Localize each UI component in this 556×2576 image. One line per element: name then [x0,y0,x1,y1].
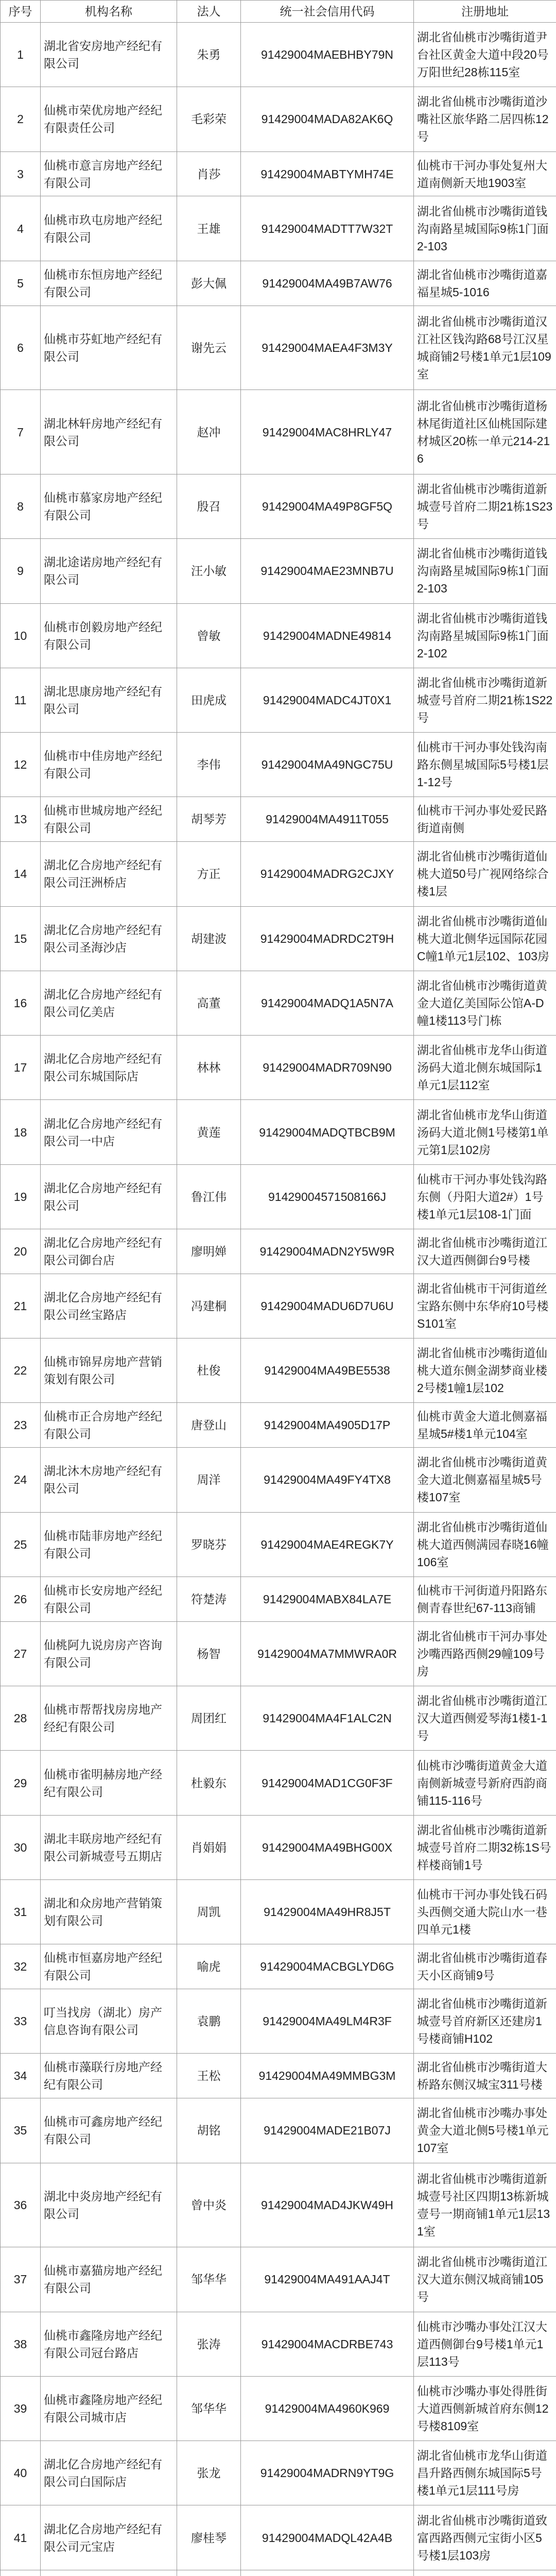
cell-address: 湖北省仙桃市沙嘴街道新城壹号社区四期13栋新城壹号一期商铺1单元1层131室 [414,2163,556,2247]
cell-org-name: 湖北林轩房地产经纪有限公司 [41,390,177,474]
cell-legal-rep: 周团红 [177,1686,241,1751]
cell-org-name: 仙桃市世城房地产经纪有限公司 [41,797,177,842]
cell-credit-code: 91429004MA49P8GF5Q [241,474,414,538]
cell-legal-rep: 朱勇 [177,23,241,87]
cell-credit-code: 91429004MADQ1A5N7A [241,971,414,1035]
cell-address: 湖北省仙桃市沙嘴街道江汉大道西侧爱琴海1楼1-1号 [414,1686,556,1751]
cell-legal-rep: 杨智 [177,1621,241,1686]
cell-index: 13 [1,797,41,842]
cell-address: 湖北省仙桃市龙华山街道昌升路西侧东城国际5号楼1单元1层111号房 [414,2441,556,2505]
cell-index: 32 [1,1944,41,1989]
cell-org-name: 湖北省安房地产经纪有限公司 [41,23,177,87]
cell-org-name: 仙桃市鑫隆房地产经纪有限公司冠台路店 [41,2312,177,2376]
header-index: 序号 [1,1,41,23]
cell-address: 湖北省仙桃市沙嘴街道仙桃大道东侧金湖梦商业楼2号楼1幢1层102 [414,1338,556,1403]
table-row [1,1036,556,1100]
cell-legal-rep: 杜俊 [177,1338,241,1403]
table-row [1,1274,556,1338]
cell-legal-rep: 胡琴芳 [177,797,241,842]
cell-address: 仙桃市干河街道丹阳路东侧青春世纪67-113商铺 [414,1577,556,1621]
cell-index: 22 [1,1338,41,1403]
cell-address: 仙桃市干河办事处钱沟南路东侧星城国际5号楼1层1-12号 [414,733,556,797]
table-row [1,906,556,971]
cell-legal-rep: 王雄 [177,196,241,261]
cell-credit-code: 91429004MA49BE5538 [241,1338,414,1403]
cell-index: 9 [1,539,41,603]
cell-legal-rep: 胡建波 [177,906,241,971]
cell-org-name: 仙桃市中佳房地产经纪有限公司 [41,733,177,797]
cell-credit-code: 91429004MA49HR8J5T [241,1879,414,1944]
cell-credit-code: 91429004MACBGLYD6G [241,1944,414,1989]
cell-legal-rep: 冯建桐 [177,1274,241,1338]
table-row [1,196,556,261]
cell-legal-rep: 邹华华 [177,2247,241,2312]
table-row [1,1621,556,1686]
cell-index: 25 [1,1512,41,1577]
cell-index: 15 [1,906,41,971]
cell-legal-rep: 罗晓芬 [177,1512,241,1577]
cell-org-name: 仙桃市荣优房地产经纪有限责任公司 [41,87,177,151]
cell-credit-code: 91429004MAC8HRLY47 [241,390,414,474]
cell-legal-rep: 廖桂琴 [177,2505,241,2570]
cell-index: 18 [1,1100,41,1164]
cell-legal-rep: 林林 [177,1036,241,1100]
cell-legal-rep: 曾中炎 [177,2163,241,2247]
cell-index [1,2570,41,2576]
cell-legal-rep: 周洋 [177,1448,241,1512]
cell-address: 湖北省仙桃市龙华山街道汤码大道北侧东城国际1单元1层112室 [414,1036,556,1100]
cell-address: 湖北省仙桃市龙华山街道汤码大道北侧1号楼第1单元第1层102房 [414,1100,556,1164]
cell-legal-rep: 高董 [177,971,241,1035]
cell-org-name: 湖北中炎房地产经纪有限公司 [41,2163,177,2247]
cell-address: 仙桃市沙嘴办事处得胜街大道西侧新城首府东侧12号楼8109室 [414,2376,556,2441]
cell-index: 7 [1,390,41,474]
cell-org-name: 仙桃市意言房地产经纪有限公司 [41,151,177,196]
table-row [1,797,556,842]
cell-legal-rep: 袁鹏 [177,1989,241,2054]
cell-index: 27 [1,1621,41,1686]
cell-address: 湖北省仙桃市沙嘴街道江汉大道东侧汉城商铺105号 [414,2247,556,2312]
table-row [1,971,556,1035]
cell-index: 28 [1,1686,41,1751]
cell-address: 湖北省仙桃市干河办事处沙嘴西路西侧29幢109号房 [414,1621,556,1686]
cell-credit-code: 91429004MABTYMH74E [241,151,414,196]
cell-index: 30 [1,1815,41,1879]
table-row [1,1338,556,1403]
cell-org-name: 仙桃市嘉猫房地产经纪有限公司 [41,2247,177,2312]
cell-credit-code: 91429004MA491AAJ4T [241,2247,414,2312]
cell-org-name: 湖北亿合房地产经纪有限公司东城国际店 [41,1036,177,1100]
table-row [1,733,556,797]
cell-credit-code: 91429004MABX84LA7E [241,1577,414,1621]
cell-credit-code: 91429004MADR709N90 [241,1036,414,1100]
cell-address: 湖北省仙桃市沙嘴街道致富西路西侧元宝街小区5号楼1层103房 [414,2505,556,2570]
cell-legal-rep: 邹华华 [177,2376,241,2441]
cell-credit-code: 91429004MA4911T055 [241,797,414,842]
cell-legal-rep: 张龙 [177,2441,241,2505]
cell-org-name: 湖北亿合房地产经纪有限公司圣海沙店 [41,906,177,971]
cell-credit-code: 91429004MA7MMWRA0R [241,1621,414,1686]
cell-org-name: 仙桃市创毅房地产经纪有限公司 [41,603,177,668]
cell-org-name: 仙桃市恒嘉房地产经纪有限公司 [41,1944,177,1989]
cell-index: 2 [1,87,41,151]
cell-index: 4 [1,196,41,261]
cell-legal-rep: 肖莎 [177,151,241,196]
table-row [1,2570,556,2576]
table-row [1,474,556,538]
cell-credit-code: 91429004MA49BHG00X [241,1815,414,1879]
header-legal-rep: 法人 [177,1,241,23]
cell-org-name: 仙桃市正合房地产经纪有限公司 [41,1403,177,1448]
cell-legal-rep: 唐登山 [177,1403,241,1448]
cell-legal-rep: 曾敏 [177,603,241,668]
cell-org-name: 湖北沐木房地产经纪有限公司 [41,1448,177,1512]
cell-credit-code: 91429004MADRDC2T9H [241,906,414,971]
cell-index: 3 [1,151,41,196]
cell-index: 1 [1,23,41,87]
cell-legal-rep: 廖明婵 [177,1229,241,1274]
cell-org-name: 仙桃市锦昇房地产营销策划有限公司 [41,1338,177,1403]
cell-address: 湖北省仙桃市沙嘴街道钱沟南路星城国际9栋1门面2-103 [414,196,556,261]
cell-index: 36 [1,2163,41,2247]
cell-index: 35 [1,2098,41,2163]
cell-address: 湖北省仙桃市沙嘴街道钱沟南路星城国际9栋1门面2-103 [414,539,556,603]
cell-org-name: 湖北亿合房地产经纪有限公司一中店 [41,1100,177,1164]
cell-address: 湖北省仙桃市沙嘴街道仙桃大道西侧满园春晓16幢106室 [414,1512,556,1577]
cell-index: 37 [1,2247,41,2312]
cell-address [414,2570,556,2576]
table-row [1,306,556,390]
cell-org-name: 湖北亿合房地产经纪有限公司汪洲桥店 [41,842,177,906]
cell-org-name: 湖北亿合房地产经纪有限公司御台店 [41,1229,177,1274]
cell-credit-code: 91429004MAEA4F3M3Y [241,306,414,390]
cell-legal-rep: 李伟 [177,733,241,797]
table-row [1,261,556,306]
cell-address: 仙桃市黄金大道北侧嘉福星城5#楼1单元104室 [414,1403,556,1448]
table-row [1,1751,556,1815]
cell-org-name: 仙桃市长安房地产经纪有限公司 [41,1577,177,1621]
cell-address: 湖北省仙桃市沙嘴街道新城壹号首府二期32栋1S号样楼商铺1号 [414,1815,556,1879]
table-row [1,87,556,151]
cell-org-name: 湖北和众房地产营销策划有限公司 [41,1879,177,1944]
cell-index: 19 [1,1164,41,1229]
cell-org-name: 湖北亿合房地产经纪有限公司丝宝路店 [41,1274,177,1338]
cell-credit-code: 91429004MADRG2CJXY [241,842,414,906]
cell-org-name: 仙桃市慕家房地产经纪有限公司 [41,474,177,538]
cell-org-name: 湖北途诺房地产经纪有限公司 [41,539,177,603]
cell-index: 16 [1,971,41,1035]
cell-index: 38 [1,2312,41,2376]
cell-legal-rep: 王松 [177,2054,241,2098]
table-row [1,1448,556,1512]
cell-org-name: 仙桃市陆菲房地产经纪有限公司 [41,1512,177,1577]
cell-org-name: 仙桃市帮帮找房房地产经纪有限公司 [41,1686,177,1751]
table-row [1,23,556,87]
header-address: 注册地址 [414,1,556,23]
cell-address: 仙桃市干河办事处钱沟路东侧（丹阳大道2#）1号楼1单元1层108-1门面 [414,1164,556,1229]
cell-credit-code: 91429004MA49FY4TX8 [241,1448,414,1512]
cell-org-name: 仙桃市芬虹地产经纪有限公司 [41,306,177,390]
cell-credit-code [241,2570,414,2576]
cell-credit-code: 91429004MA49NGC75U [241,733,414,797]
cell-legal-rep: 鲁江伟 [177,1164,241,1229]
header-credit-code: 统一社会信用代码 [241,1,414,23]
cell-address: 湖北省仙桃市沙嘴街道沙嘴社区旅华路二居四栋12号 [414,87,556,151]
cell-credit-code: 91429004MA4960K969 [241,2376,414,2441]
cell-legal-rep: 杜毅东 [177,1751,241,1815]
cell-index: 41 [1,2505,41,2570]
cell-index: 40 [1,2441,41,2505]
table-header [1,1,556,23]
cell-legal-rep: 田虎成 [177,668,241,732]
table-row [1,1879,556,1944]
table-row [1,1989,556,2054]
cell-org-name: 仙桃市藻联行房地产经纪有限公司 [41,2054,177,2098]
cell-legal-rep: 赵冲 [177,390,241,474]
cell-address: 湖北省仙桃市沙嘴街道尹台社区黄金大道中段20号万阳世纪28栋115室 [414,23,556,87]
table-row [1,2312,556,2376]
table-row [1,1164,556,1229]
cell-address: 湖北省仙桃市沙嘴街道汉江社区钱沟路68号江汉星城商铺2号楼1单元1层109室 [414,306,556,390]
cell-address: 湖北省仙桃市沙嘴街道春天小区商铺9号 [414,1944,556,1989]
cell-address: 湖北省仙桃市沙嘴办事处黄金大道北侧5号楼1单元107室 [414,2098,556,2163]
cell-index: 23 [1,1403,41,1448]
cell-credit-code: 91429004MADA82AK6Q [241,87,414,151]
cell-index: 8 [1,474,41,538]
cell-legal-rep: 方正 [177,842,241,906]
cell-org-name: 湖北丰联房地产经纪有限公司新城壹号五期店 [41,1815,177,1879]
cell-credit-code: 91429004MA4905D17P [241,1403,414,1448]
cell-address: 湖北省仙桃市沙嘴街道新城壹号首府二期21栋1S22号 [414,668,556,732]
cell-legal-rep: 胡铭 [177,2098,241,2163]
cell-credit-code: 91429004MA49LM4R3F [241,1989,414,2054]
cell-org-name: 仙桃市东恒房地产经纪有限公司 [41,261,177,306]
cell-credit-code: 91429004MADQL42A4B [241,2505,414,2570]
cell-org-name: 湖北亿合房地产经纪有限公司元宝店 [41,2505,177,2570]
cell-legal-rep: 毛彩荣 [177,87,241,151]
cell-address: 湖北省仙桃市沙嘴街道嘉福星城5-1016 [414,261,556,306]
cell-index: 33 [1,1989,41,2054]
cell-legal-rep: 喻虎 [177,1944,241,1989]
cell-index: 24 [1,1448,41,1512]
cell-address: 仙桃市干河办事处钱石码头西侧交通大院山水一巷四单元1楼 [414,1879,556,1944]
cell-credit-code: 91429004MADE21B07J [241,2098,414,2163]
cell-index: 31 [1,1879,41,1944]
cell-address: 湖北省仙桃市沙嘴街道黄金大道北侧嘉福星城5号楼107室 [414,1448,556,1512]
cell-legal-rep: 殷召 [177,474,241,538]
table-row [1,1100,556,1164]
cell-org-name: 仙桃市雀明赫房地产经纪有限公司 [41,1751,177,1815]
cell-credit-code: 91429004MAD1CG0F3F [241,1751,414,1815]
cell-credit-code: 91429004MADC4JT0X1 [241,668,414,732]
cell-credit-code: 91429004MA49MMBG3M [241,2054,414,2098]
cell-org-name: 叮当找房（湖北）房产信息咨询有限公司 [41,1989,177,2054]
cell-org-name: 湖北思康房地产经纪有限公司 [41,668,177,732]
cell-org-name: 湖北亿合房地产经纪有限公司 [41,1164,177,1229]
cell-credit-code: 91429004571508166J [241,1164,414,1229]
cell-credit-code: 91429004MADTT7W32T [241,196,414,261]
table-body [1,23,556,2576]
cell-credit-code: 91429004MADNE49814 [241,603,414,668]
cell-address: 湖北省仙桃市沙嘴街道仙桃大道北侧华远国际花园C幢1单元1层102、103房 [414,906,556,971]
table-row [1,539,556,603]
table-row [1,668,556,732]
table-row [1,2376,556,2441]
table-row [1,1512,556,1577]
table-row [1,1686,556,1751]
cell-address: 湖北省仙桃市沙嘴街道仙桃大道50号广视网络综合楼1层 [414,842,556,906]
cell-index: 17 [1,1036,41,1100]
cell-address: 湖北省仙桃市沙嘴街道黄金大道亿美国际公馆A-D幢1楼113号门栋 [414,971,556,1035]
cell-address: 湖北省仙桃市干河街道丝宝路东侧中东华府10号楼S101室 [414,1274,556,1338]
cell-index: 20 [1,1229,41,1274]
cell-org-name: 湖北亿合房地产经纪有限公司白国际店 [41,2441,177,2505]
cell-index: 29 [1,1751,41,1815]
table-row [1,1403,556,1448]
table-row [1,2441,556,2505]
table-row [1,2505,556,2570]
table-row [1,1944,556,1989]
cell-index: 34 [1,2054,41,2098]
cell-legal-rep: 汪小敏 [177,539,241,603]
cell-legal-rep: 黄莲 [177,1100,241,1164]
table-row [1,2098,556,2163]
cell-index: 5 [1,261,41,306]
cell-address: 仙桃市干河办事处爱民路街道南侧 [414,797,556,842]
cell-legal-rep: 肖娟娟 [177,1815,241,1879]
header-row [1,1,556,23]
cell-org-name: 仙桃市可鑫房地产经纪有限公司 [41,2098,177,2163]
cell-address: 湖北省仙桃市沙嘴街道杨林尾街道社区仙桃国际建材城区20栋一单元214-216 [414,390,556,474]
cell-legal-rep: 张涛 [177,2312,241,2376]
cell-credit-code: 91429004MADRN9YT9G [241,2441,414,2505]
cell-credit-code: 91429004MAE4REGK7Y [241,1512,414,1577]
cell-credit-code: 91429004MACDRBE743 [241,2312,414,2376]
table-row [1,603,556,668]
cell-index: 39 [1,2376,41,2441]
cell-legal-rep: 谢先云 [177,306,241,390]
cell-legal-rep: 符楚涛 [177,1577,241,1621]
cell-index: 12 [1,733,41,797]
cell-address: 湖北省仙桃市沙嘴街道大桥路东侧汉城宝311号楼 [414,2054,556,2098]
table-row [1,390,556,474]
cell-index: 10 [1,603,41,668]
table-row [1,2054,556,2098]
cell-legal-rep: 周凯 [177,1879,241,1944]
cell-org-name: 仙桃市玖屯房地产经纪有限公司 [41,196,177,261]
cell-org-name: 仙桃市鑫隆房地产经纪有限公司城市店 [41,2376,177,2441]
cell-address: 湖北省仙桃市沙嘴街道新城壹号首府二期21栋1S23号 [414,474,556,538]
cell-index: 14 [1,842,41,906]
cell-index: 11 [1,668,41,732]
table-row [1,1229,556,1274]
header-org-name: 机构名称 [41,1,177,23]
cell-address: 仙桃市沙嘴办事处江汉大道西侧御台9号楼1单元1层113号 [414,2312,556,2376]
cell-legal-rep [177,2570,241,2576]
cell-index: 6 [1,306,41,390]
table-row [1,1577,556,1621]
cell-index: 21 [1,1274,41,1338]
cell-address: 湖北省仙桃市沙嘴街道新城壹号首府新区还建房1号楼商铺H102 [414,1989,556,2054]
cell-credit-code: 91429004MAD4JKW49H [241,2163,414,2247]
cell-credit-code: 91429004MA49B7AW76 [241,261,414,306]
table-row [1,151,556,196]
cell-address: 湖北省仙桃市沙嘴街道江汉大道西侧御台9号楼 [414,1229,556,1274]
table-row [1,2247,556,2312]
cell-address: 仙桃市干河办事处复州大道南侧新天地1903室 [414,151,556,196]
cell-index: 26 [1,1577,41,1621]
cell-credit-code: 91429004MAEBHBY79N [241,23,414,87]
cell-credit-code: 91429004MADU6D7U6U [241,1274,414,1338]
cell-org-name: 湖北亿合房地产经纪有限公司亿美店 [41,971,177,1035]
cell-org-name [41,2570,177,2576]
table-row [1,2163,556,2247]
cell-address: 湖北省仙桃市沙嘴街道钱沟南路星城国际9栋1门面2-102 [414,603,556,668]
cell-credit-code: 91429004MA4F1ALC2N [241,1686,414,1751]
cell-credit-code: 91429004MAE23MNB7U [241,539,414,603]
table-row [1,1815,556,1879]
cell-org-name: 仙桃阿九说房房产咨询有限公司 [41,1621,177,1686]
cell-credit-code: 91429004MADQTBCB9M [241,1100,414,1164]
cell-legal-rep: 彭大佩 [177,261,241,306]
cell-address: 仙桃市沙嘴街道黄金大道南侧新城壹号新府西韵商铺115-116号 [414,1751,556,1815]
table-row [1,842,556,906]
cell-credit-code: 91429004MADN2Y5W9R [241,1229,414,1274]
